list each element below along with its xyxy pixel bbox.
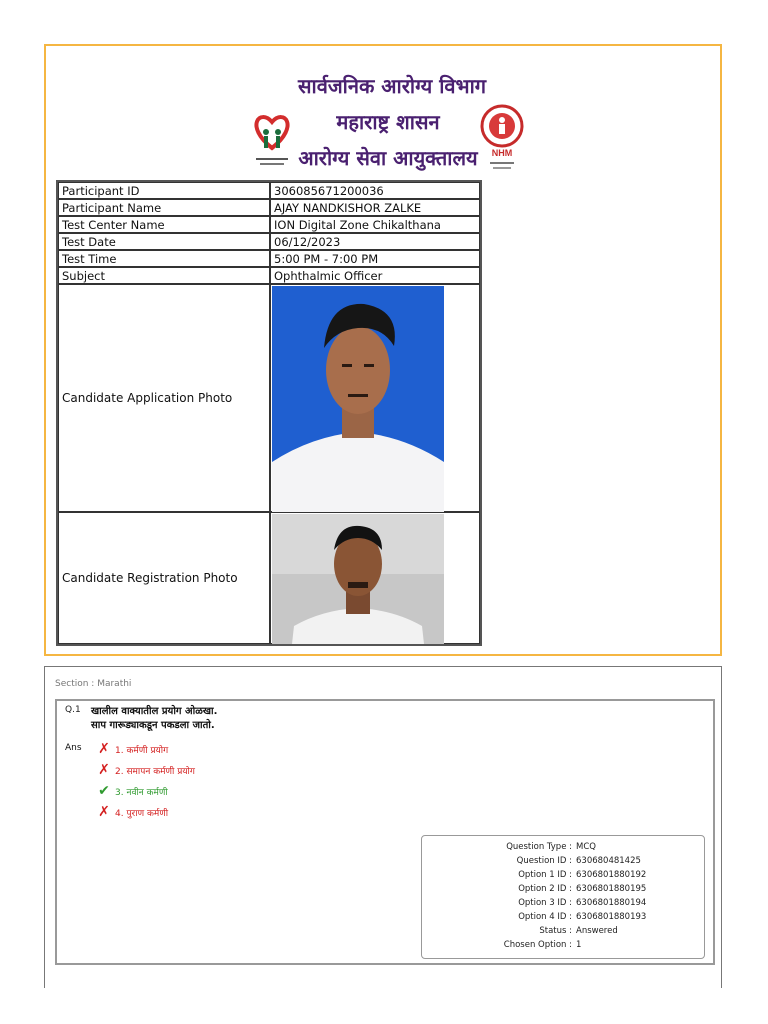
row-value: 306085671200036 [270,182,480,199]
meta-label: Chosen Option : [503,940,572,950]
table-row [58,284,480,512]
table-row [58,182,480,199]
meta-value: MCQ [576,842,596,852]
meta-value: 6306801880192 [576,870,647,880]
table-row [58,512,480,644]
meta-value: Answered [576,926,618,936]
registration-photo-label: Candidate Registration Photo [58,512,270,644]
application-photo-label: Candidate Application Photo [58,284,270,512]
table-row [58,216,480,233]
meta-label: Option 2 ID : [518,884,572,894]
option-2 [97,762,195,778]
cross-icon: ✗ [98,741,110,757]
scorecard-card [44,44,722,656]
question-panel [55,699,715,965]
cross-icon: ✗ [98,804,110,820]
row-label: Test Time [58,250,270,267]
question-line-1: खालील वाक्यातील प्रयोग ओळखा. [91,706,218,717]
department-header [244,68,524,198]
row-label: Test Center Name [58,216,270,233]
nhm-logo-text: NHM [491,148,513,158]
question-text [91,705,217,733]
meta-label: Option 1 ID : [518,870,572,880]
application-photo-cell [270,284,480,512]
option-text: 3. नवीन कर्मणी [115,787,168,798]
row-label: Participant Name [58,199,270,216]
table-row [58,233,480,250]
participant-table [56,180,482,646]
meta-label: Option 4 ID : [518,912,572,922]
option-text: 4. पुराण कर्मणी [115,808,169,819]
header-line-3: आरोग्य सेवा आयुक्तालय [298,146,478,170]
row-label: Test Date [58,233,270,250]
table-row [58,199,480,216]
option-text: 2. समापन कर्मणी प्रयोग [115,766,195,777]
row-value: ION Digital Zone Chikalthana [270,216,480,233]
registration-photo [272,514,444,644]
meta-value: 6306801880194 [576,898,647,908]
question-number: Q.1 [65,705,81,715]
registration-photo-cell [270,512,480,644]
option-1 [97,741,168,757]
option-text: 1. कर्मणी प्रयोग [115,745,169,756]
nhm-logo [480,104,524,176]
row-value: Ophthalmic Officer [270,267,480,284]
cross-icon: ✗ [98,762,110,778]
header-line-2: महाराष्ट्र शासन [336,110,440,134]
section-label: Section : Marathi [55,679,132,689]
header-line-1: सार्वजनिक आरोग्य विभाग [298,74,487,98]
option-4 [97,804,168,820]
public-health-logo [250,108,294,176]
meta-label: Option 3 ID : [518,898,572,908]
meta-label: Question ID : [516,856,572,866]
meta-value: 6306801880195 [576,884,647,894]
table-row [58,267,480,284]
check-icon: ✔ [98,783,110,799]
question-line-2: साप गारूड्याकडून पकडला जातो. [91,720,215,731]
question-meta-box [421,835,705,959]
meta-value: 630680481425 [576,856,641,866]
meta-value: 1 [576,940,582,950]
row-label: Participant ID [58,182,270,199]
question-response-card [44,666,722,988]
option-3 [97,783,168,799]
answer-label: Ans [65,743,82,753]
row-value: 5:00 PM - 7:00 PM [270,250,480,267]
row-value: 06/12/2023 [270,233,480,250]
row-value: AJAY NANDKISHOR ZALKE [270,199,480,216]
meta-label: Status : [539,926,572,936]
application-photo [272,286,444,512]
table-row [58,250,480,267]
meta-value: 6306801880193 [576,912,647,922]
meta-label: Question Type : [506,842,572,852]
row-label: Subject [58,267,270,284]
